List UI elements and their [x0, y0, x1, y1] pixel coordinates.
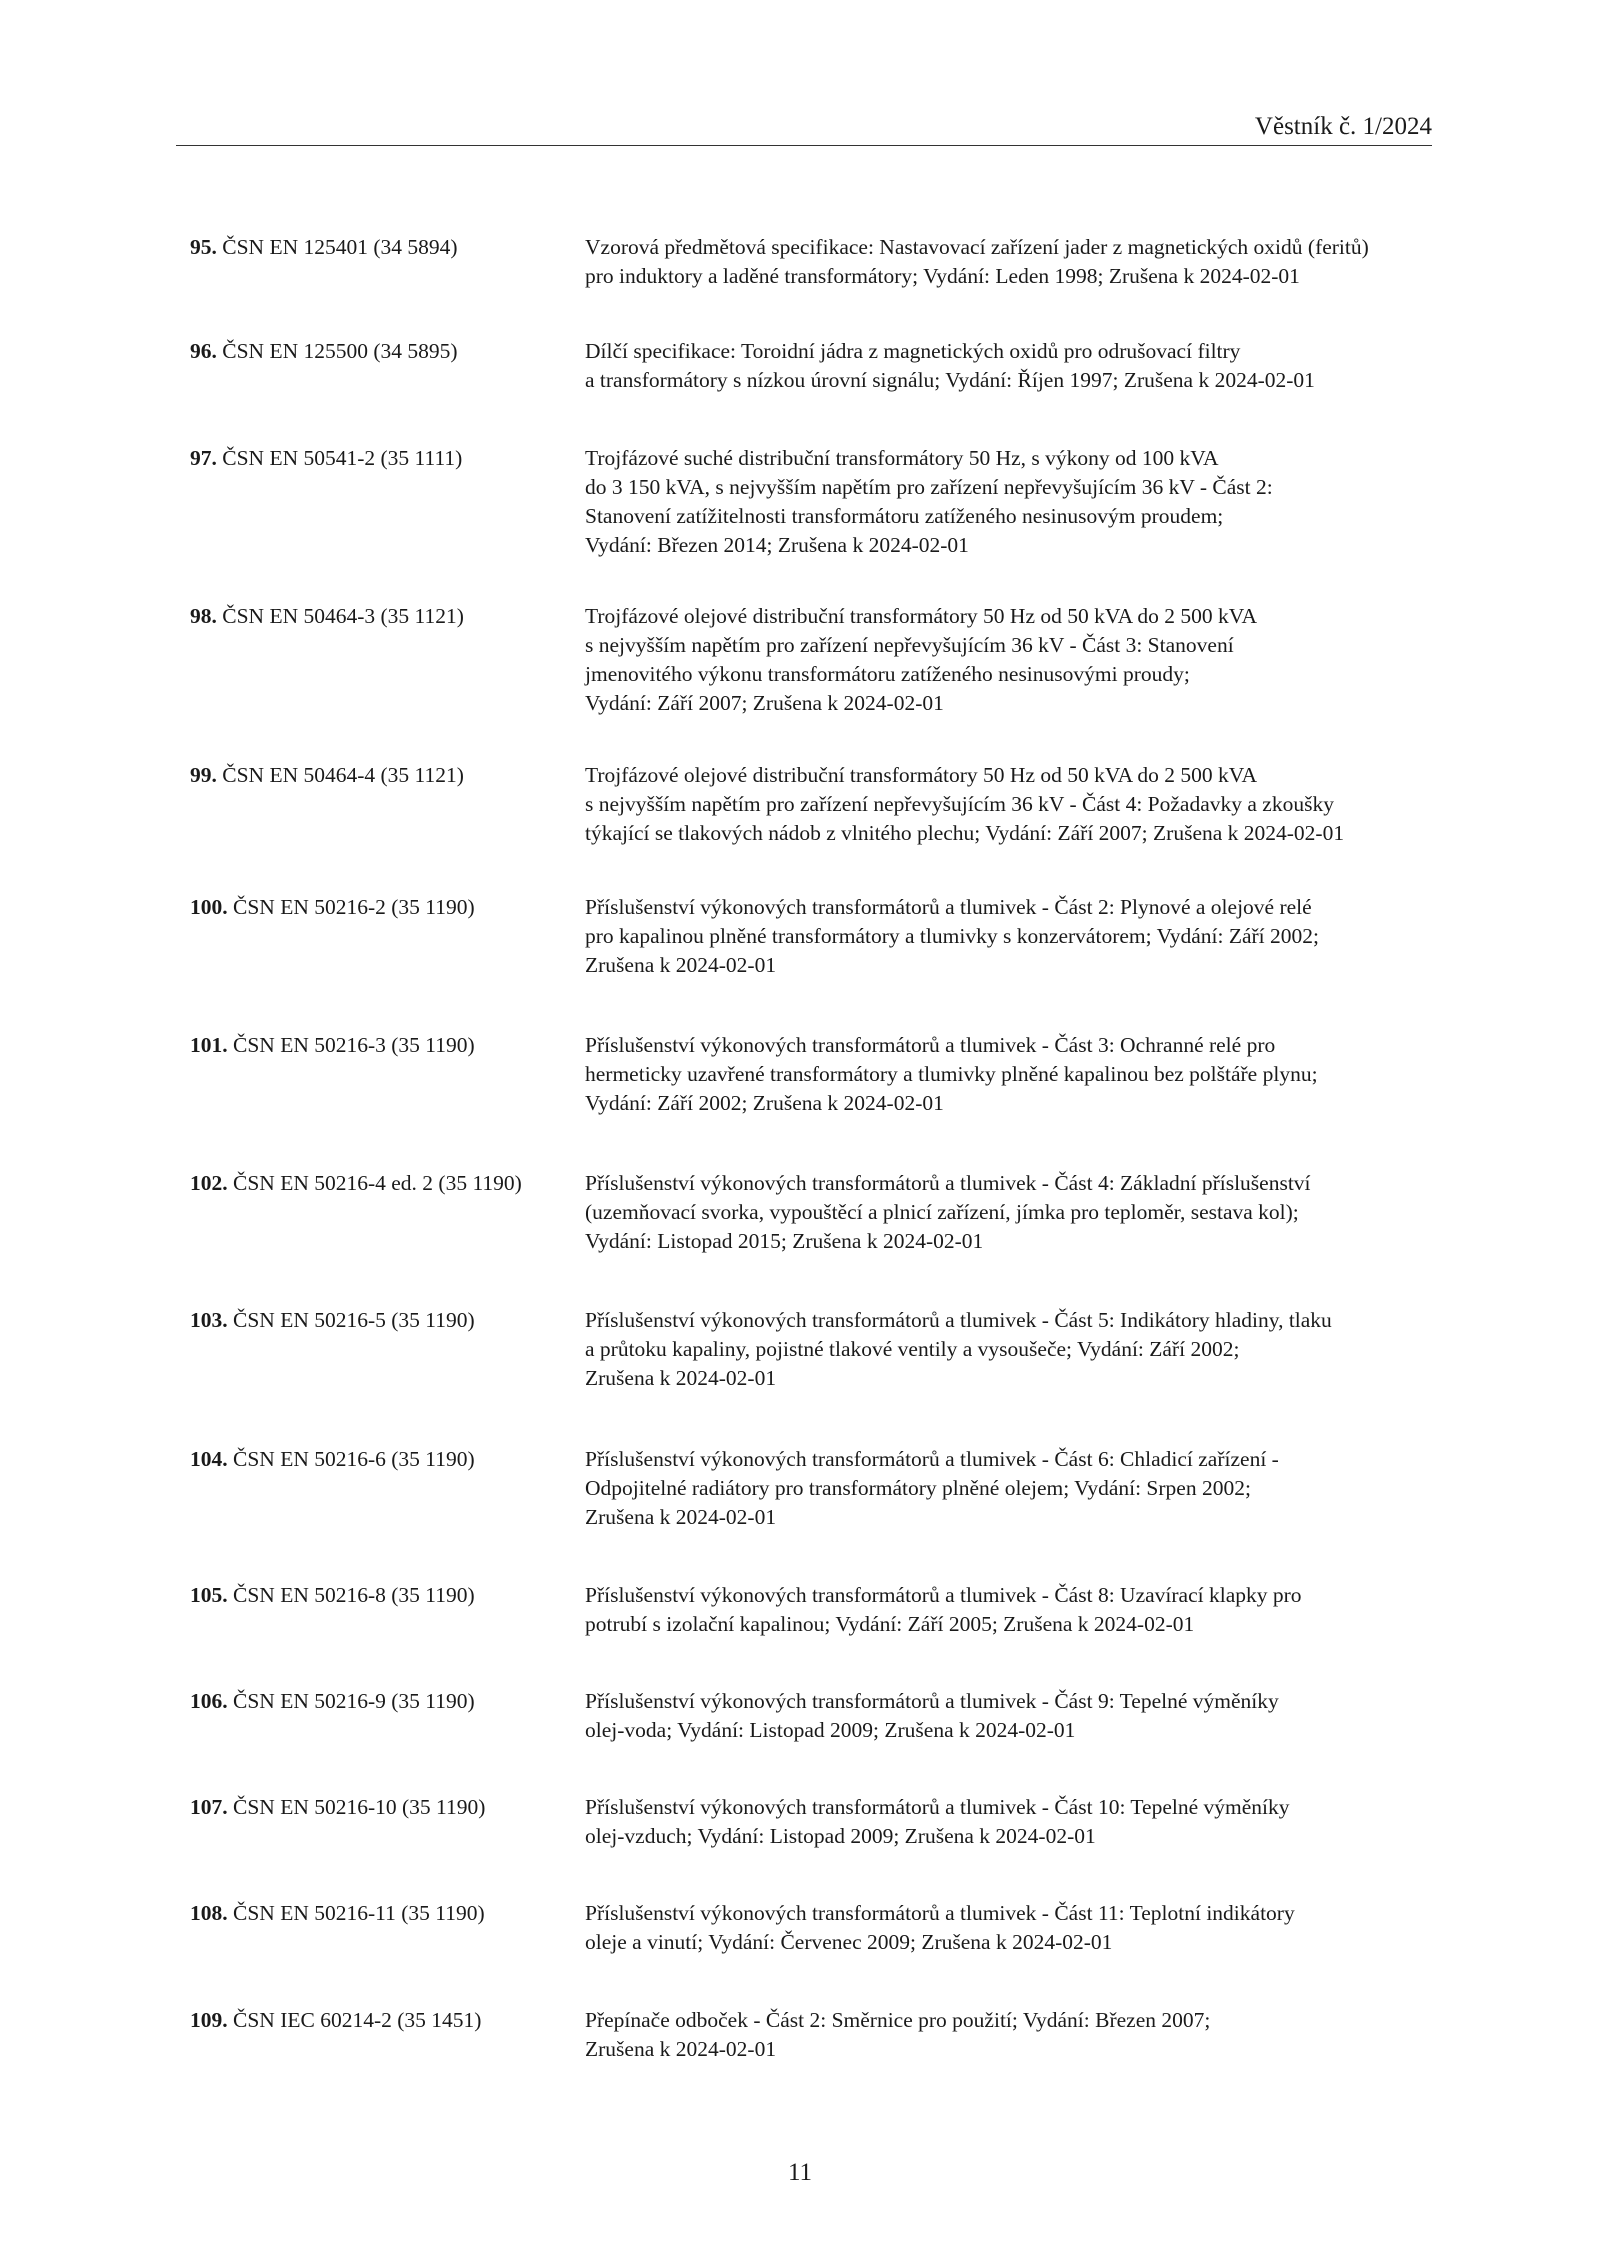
standard-designation: ČSN EN 50216-11 (35 1190): [233, 1901, 485, 1925]
standard-designation: ČSN EN 50216-5 (35 1190): [233, 1308, 475, 1332]
entry-number: 99.: [190, 763, 217, 787]
description-line: hermeticky uzavřené transformátory a tlumivky plněné kapalinou bez polštáře plynu;: [585, 1062, 1318, 1086]
standard-designation: ČSN EN 50216-6 (35 1190): [233, 1447, 475, 1471]
standard-code: [190, 1031, 585, 1060]
description-line: Přepínače odboček - Část 2: Směrnice pro použití; Vydání: Březen 2007;: [585, 2008, 1211, 2032]
standard-description: [585, 1581, 1435, 1639]
standard-description: [585, 893, 1435, 980]
description-line: týkající se tlakových nádob z vlnitého plechu; Vydání: Září 2007; Zrušena k 2024-02-01: [585, 821, 1345, 845]
standard-designation: ČSN EN 50216-2 (35 1190): [233, 895, 475, 919]
description-line: Trojfázové suché distribuční transformátory 50 Hz, s výkony od 100 kVA: [585, 446, 1219, 470]
standard-designation: ČSN EN 125401 (34 5894): [222, 235, 458, 259]
standard-description: [585, 337, 1435, 395]
standard-designation: ČSN EN 50464-3 (35 1121): [222, 604, 464, 628]
standard-code: [190, 1306, 585, 1335]
standard-code: [190, 1793, 585, 1822]
standard-designation: ČSN IEC 60214-2 (35 1451): [233, 2008, 482, 2032]
description-line: pro kapalinou plněné transformátory a tlumivky s konzervátorem; Vydání: Září 2002;: [585, 924, 1320, 948]
description-line: Příslušenství výkonových transformátorů a tlumivek - Část 3: Ochranné relé pro: [585, 1033, 1276, 1057]
standard-designation: ČSN EN 50216-4 ed. 2 (35 1190): [233, 1171, 522, 1195]
standard-code: [190, 761, 585, 790]
standard-code: [190, 1169, 585, 1198]
entry-number: 106.: [190, 1689, 228, 1713]
description-line: Zrušena k 2024-02-01: [585, 1505, 777, 1529]
standard-designation: ČSN EN 50216-8 (35 1190): [233, 1583, 475, 1607]
standard-code: [190, 337, 585, 366]
entry-number: 95.: [190, 235, 217, 259]
description-line: Vydání: Září 2007; Zrušena k 2024-02-01: [585, 691, 944, 715]
standard-description: [585, 1687, 1435, 1745]
description-line: Odpojitelné radiátory pro transformátory plněné olejem; Vydání: Srpen 2002;: [585, 1476, 1251, 1500]
standard-designation: ČSN EN 125500 (34 5895): [222, 339, 458, 363]
entry-number: 97.: [190, 446, 217, 470]
standard-description: [585, 1793, 1435, 1851]
standard-code: [190, 444, 585, 473]
standard-description: [585, 602, 1435, 718]
description-line: Příslušenství výkonových transformátorů a tlumivek - Část 8: Uzavírací klapky pro: [585, 1583, 1302, 1607]
standard-code: [190, 602, 585, 631]
standard-description: [585, 1899, 1435, 1957]
description-line: a průtoku kapaliny, pojistné tlakové ventily a vysoušeče; Vydání: Září 2002;: [585, 1337, 1240, 1361]
standard-code: [190, 233, 585, 262]
description-line: Příslušenství výkonových transformátorů a tlumivek - Část 6: Chladicí zařízení -: [585, 1447, 1279, 1471]
standard-description: [585, 233, 1435, 291]
description-line: Příslušenství výkonových transformátorů a tlumivek - Část 5: Indikátory hladiny, tlaku: [585, 1308, 1332, 1332]
description-line: Vydání: Březen 2014; Zrušena k 2024-02-01: [585, 533, 969, 557]
description-line: potrubí s izolační kapalinou; Vydání: Září 2005; Zrušena k 2024-02-01: [585, 1612, 1195, 1636]
description-line: Dílčí specifikace: Toroidní jádra z magnetických oxidů pro odrušovací filtry: [585, 339, 1241, 363]
description-line: Zrušena k 2024-02-01: [585, 2037, 777, 2061]
description-line: Trojfázové olejové distribuční transformátory 50 Hz od 50 kVA do 2 500 kVA: [585, 763, 1258, 787]
description-line: s nejvyšším napětím pro zařízení nepřevyšujícím 36 kV - Část 4: Požadavky a zkoušky: [585, 792, 1334, 816]
standard-designation: ČSN EN 50216-9 (35 1190): [233, 1689, 475, 1713]
entry-number: 102.: [190, 1171, 228, 1195]
description-line: pro induktory a laděné transformátory; Vydání: Leden 1998; Zrušena k 2024-02-01: [585, 264, 1300, 288]
entry-number: 101.: [190, 1033, 228, 1057]
entry-number: 109.: [190, 2008, 228, 2032]
standard-designation: ČSN EN 50216-3 (35 1190): [233, 1033, 475, 1057]
standard-description: [585, 1306, 1435, 1393]
description-line: olej-voda; Vydání: Listopad 2009; Zrušena k 2024-02-01: [585, 1718, 1076, 1742]
description-line: Příslušenství výkonových transformátorů a tlumivek - Část 10: Tepelné výměníky: [585, 1795, 1290, 1819]
description-line: do 3 150 kVA, s nejvyšším napětím pro zařízení nepřevyšujícím 36 kV - Část 2:: [585, 475, 1273, 499]
header-divider: [176, 145, 1432, 146]
standard-code: [190, 1581, 585, 1610]
standard-description: [585, 1445, 1435, 1532]
description-line: Příslušenství výkonových transformátorů a tlumivek - Část 4: Základní příslušenství: [585, 1171, 1311, 1195]
description-line: Zrušena k 2024-02-01: [585, 953, 777, 977]
description-line: Stanovení zatížitelnosti transformátoru zatíženého nesinusovým proudem;: [585, 504, 1224, 528]
standard-description: [585, 444, 1435, 560]
entry-number: 103.: [190, 1308, 228, 1332]
standard-code: [190, 1445, 585, 1474]
entry-number: 107.: [190, 1795, 228, 1819]
description-line: Příslušenství výkonových transformátorů a tlumivek - Část 9: Tepelné výměníky: [585, 1689, 1279, 1713]
entry-number: 108.: [190, 1901, 228, 1925]
standard-description: [585, 1169, 1435, 1256]
description-line: Trojfázové olejové distribuční transformátory 50 Hz od 50 kVA do 2 500 kVA: [585, 604, 1258, 628]
page-number: 11: [787, 2159, 813, 2186]
standard-entry: [190, 2006, 1432, 2142]
entry-number: 100.: [190, 895, 228, 919]
description-line: Vydání: Listopad 2015; Zrušena k 2024-02-01: [585, 1229, 984, 1253]
standard-description: [585, 1031, 1435, 1118]
standard-description: [585, 2006, 1435, 2064]
standard-designation: ČSN EN 50464-4 (35 1121): [222, 763, 464, 787]
entry-number: 104.: [190, 1447, 228, 1471]
description-line: s nejvyšším napětím pro zařízení nepřevyšujícím 36 kV - Část 3: Stanovení: [585, 633, 1234, 657]
standard-designation: ČSN EN 50216-10 (35 1190): [233, 1795, 486, 1819]
description-line: (uzemňovací svorka, vypouštěcí a plnicí zařízení, jímka pro teploměr, sestava kol);: [585, 1200, 1299, 1224]
description-line: a transformátory s nízkou úrovní signálu; Vydání: Říjen 1997; Zrušena k 2024-02-01: [585, 368, 1315, 392]
standard-description: [585, 761, 1435, 848]
entry-number: 98.: [190, 604, 217, 628]
description-line: jmenovitého výkonu transformátoru zatíženého nesinusovými proudy;: [585, 662, 1190, 686]
standard-code: [190, 1687, 585, 1716]
bulletin-title: Věstník č. 1/2024: [1254, 113, 1432, 140]
description-line: olej-vzduch; Vydání: Listopad 2009; Zrušena k 2024-02-01: [585, 1824, 1096, 1848]
description-line: Příslušenství výkonových transformátorů a tlumivek - Část 11: Teplotní indikátory: [585, 1901, 1295, 1925]
description-line: Zrušena k 2024-02-01: [585, 1366, 777, 1390]
description-line: Příslušenství výkonových transformátorů a tlumivek - Část 2: Plynové a olejové relé: [585, 895, 1312, 919]
standard-designation: ČSN EN 50541-2 (35 1111): [222, 446, 463, 470]
entry-number: 105.: [190, 1583, 228, 1607]
description-line: Vydání: Září 2002; Zrušena k 2024-02-01: [585, 1091, 944, 1115]
entry-number: 96.: [190, 339, 217, 363]
description-line: oleje a vinutí; Vydání: Červenec 2009; Zrušena k 2024-02-01: [585, 1930, 1113, 1954]
description-line: Vzorová předmětová specifikace: Nastavovací zařízení jader z magnetických oxidů (feritů): [585, 235, 1369, 259]
standard-code: [190, 893, 585, 922]
standard-code: [190, 1899, 585, 1928]
standard-code: [190, 2006, 585, 2035]
